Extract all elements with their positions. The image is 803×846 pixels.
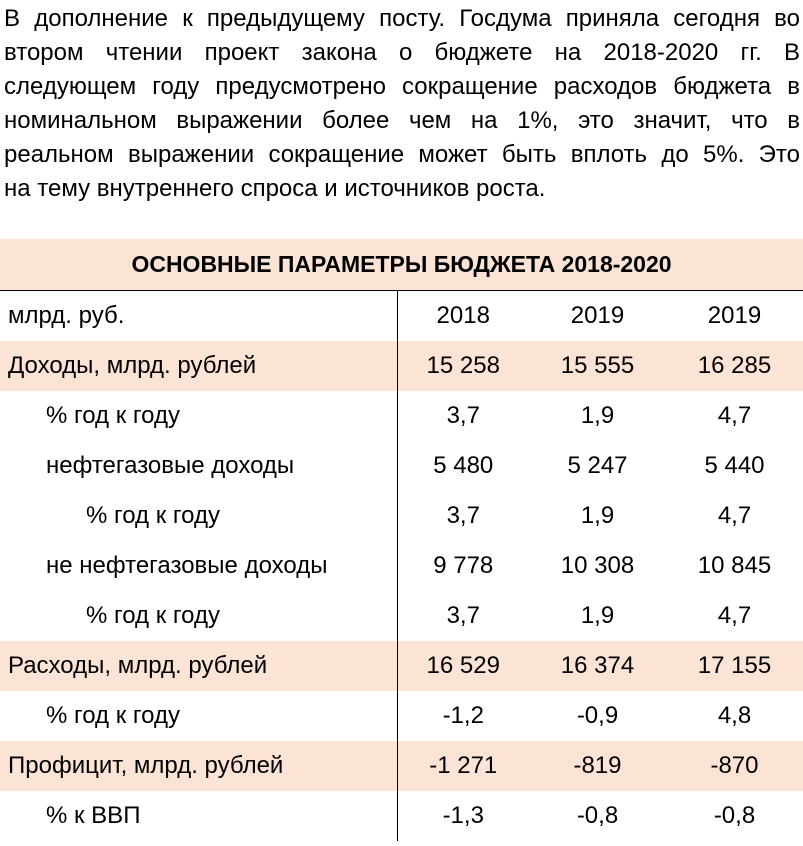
post-line: номинальном выражении более чем на 1%, это значит, что в: [4, 107, 800, 134]
row-value: 15 555: [529, 341, 666, 391]
row-value: 1,9: [580, 502, 615, 529]
row-value: 15 258: [397, 341, 529, 391]
post-line: втором чтении проект закона о бюджете на 2018-2020 гг. В: [4, 39, 800, 66]
row-value: -1,3: [442, 802, 484, 829]
row-value: 10 845: [697, 552, 772, 579]
unit-label: млрд. руб.: [0, 291, 397, 342]
row-value: -0,9: [576, 702, 619, 729]
table-title-row: [0, 239, 803, 291]
table-row: [0, 441, 803, 491]
table-row: [0, 691, 803, 741]
row-label: % год к году: [0, 691, 397, 741]
row-value: -0,8: [576, 802, 619, 829]
year-header: 2019: [570, 302, 625, 329]
row-value: -819: [529, 741, 666, 791]
row-value: 16 285: [666, 341, 803, 391]
table-row: [0, 341, 803, 391]
year-header: 2018: [436, 302, 490, 329]
row-value: 10 308: [560, 552, 635, 579]
row-label: % год к году: [0, 391, 397, 441]
row-label: % год к году: [0, 591, 397, 641]
row-label: нефтегазовые доходы: [0, 441, 397, 491]
row-label: Профицит, млрд. рублей: [0, 741, 397, 791]
row-value: 4,7: [717, 402, 752, 429]
row-value: 3,7: [446, 502, 480, 529]
row-label: % к ВВП: [0, 791, 397, 841]
row-value: 16 374: [529, 641, 666, 691]
row-value: 17 155: [666, 641, 803, 691]
row-value: 5 440: [704, 452, 765, 479]
post-line: В дополнение к предыдущему посту. Госдума приняла сегодня во: [4, 5, 800, 32]
row-value: 5 480: [433, 452, 494, 479]
row-value: 1,9: [580, 402, 615, 429]
table-row: [0, 791, 803, 841]
row-value: 3,7: [446, 402, 480, 429]
row-value: -870: [666, 741, 803, 791]
row-value: 3,7: [446, 602, 480, 629]
row-value: 4,8: [717, 702, 752, 729]
post-line: реальном выражении сокращение может быть вплоть до 5%. Это: [4, 141, 800, 168]
post-line: на тему внутреннего спроса и источников роста.: [4, 175, 546, 202]
table-title: ОСНОВНЫЕ ПАРАМЕТРЫ БЮДЖЕТА 2018-2020: [0, 239, 803, 291]
row-label: % год к году: [0, 491, 397, 541]
row-value: 4,7: [717, 602, 752, 629]
table-row: [0, 541, 803, 591]
row-value: -1,2: [442, 702, 484, 729]
row-value: 16 529: [397, 641, 529, 691]
row-label: Доходы, млрд. рублей: [0, 341, 397, 391]
budget-table: [0, 239, 803, 841]
table-row: [0, 491, 803, 541]
row-label: не нефтегазовые доходы: [0, 541, 397, 591]
table-header-row: [0, 291, 803, 342]
post-text: [4, 2, 800, 206]
row-label: Расходы, млрд. рублей: [0, 641, 397, 691]
row-value: 9 778: [433, 552, 494, 579]
row-value: 5 247: [567, 452, 628, 479]
table-row: [0, 641, 803, 691]
table-row: [0, 741, 803, 791]
year-header: 2019: [707, 302, 762, 329]
row-value: 4,7: [717, 502, 752, 529]
row-value: -1 271: [397, 741, 529, 791]
post-line: следующем году предусмотрено сокращение расходов бюджета в: [4, 73, 800, 100]
table-row: [0, 391, 803, 441]
row-value: 1,9: [580, 602, 615, 629]
row-value: -0,8: [713, 802, 756, 829]
table-row: [0, 591, 803, 641]
